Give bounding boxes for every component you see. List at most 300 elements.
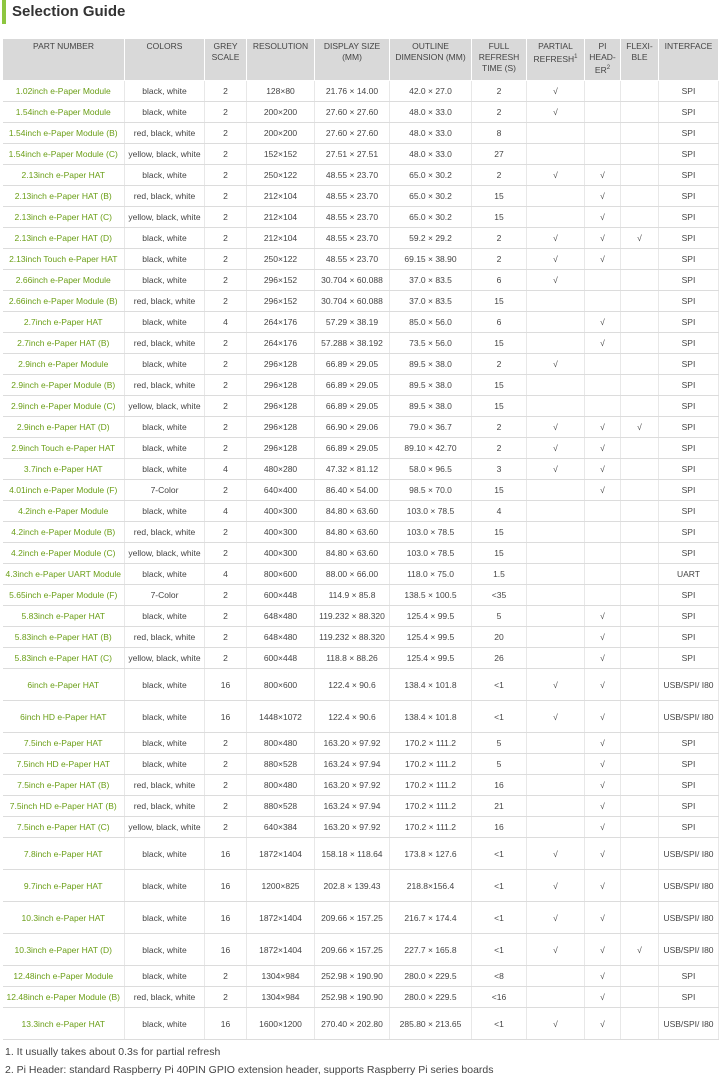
cell-res: 400×300	[247, 501, 315, 522]
cell-refresh: 15	[472, 480, 527, 501]
cell-partial-check	[527, 186, 585, 207]
part-number-link[interactable]: 2.9inch Touch e-Paper HAT	[3, 438, 125, 459]
cell-refresh: 8	[472, 123, 527, 144]
cell-flex-check	[621, 81, 659, 102]
cell-interface: SPI	[659, 733, 719, 754]
cell-colors: black, white	[125, 102, 205, 123]
cell-res: 212×104	[247, 207, 315, 228]
cell-colors: red, black, white	[125, 291, 205, 312]
cell-outline: 65.0 × 30.2	[390, 186, 472, 207]
cell-partial-check: √	[527, 902, 585, 934]
cell-partial-check	[527, 775, 585, 796]
part-number-link[interactable]: 12.48inch e-Paper Module	[3, 966, 125, 987]
cell-grey: 2	[205, 396, 247, 417]
table-row	[3, 81, 719, 102]
cell-disp: 84.80 × 63.60	[315, 543, 390, 564]
table-row	[3, 522, 719, 543]
cell-partial-check	[527, 966, 585, 987]
cell-partial-check: √	[527, 102, 585, 123]
cell-disp: 84.80 × 63.60	[315, 522, 390, 543]
cell-res: 212×104	[247, 228, 315, 249]
cell-res: 1200×825	[247, 870, 315, 902]
cell-interface: SPI	[659, 81, 719, 102]
cell-flex-check	[621, 701, 659, 733]
part-number-link[interactable]: 2.9inch e-Paper Module (C)	[3, 396, 125, 417]
part-number-link[interactable]: 5.83inch e-Paper HAT (C)	[3, 648, 125, 669]
cell-res: 640×400	[247, 480, 315, 501]
cell-partial-check: √	[527, 249, 585, 270]
cell-colors: black, white	[125, 701, 205, 733]
cell-flex-check	[621, 207, 659, 228]
cell-res: 296×128	[247, 354, 315, 375]
table-row	[3, 701, 719, 733]
cell-interface: USB/SPI/ I80	[659, 902, 719, 934]
cell-outline: 138.4 × 101.8	[390, 701, 472, 733]
part-number-link[interactable]: 13.3inch e-Paper HAT	[3, 1008, 125, 1040]
cell-grey: 2	[205, 81, 247, 102]
cell-outline: 42.0 × 27.0	[390, 81, 472, 102]
cell-outline: 170.2 × 111.2	[390, 733, 472, 754]
cell-res: 1872×1404	[247, 934, 315, 966]
cell-colors: black, white	[125, 838, 205, 870]
cell-partial-check	[527, 733, 585, 754]
cell-partial-check: √	[527, 417, 585, 438]
part-number-link[interactable]: 2.13inch e-Paper HAT	[3, 165, 125, 186]
part-number-link[interactable]: 2.9inch e-Paper HAT (D)	[3, 417, 125, 438]
part-number-link[interactable]: 6inch e-Paper HAT	[3, 669, 125, 701]
cell-interface: SPI	[659, 333, 719, 354]
cell-flex-check	[621, 270, 659, 291]
cell-disp: 48.55 × 23.70	[315, 249, 390, 270]
cell-res: 1872×1404	[247, 902, 315, 934]
cell-pi-check	[585, 501, 621, 522]
table-row	[3, 459, 719, 480]
cell-grey: 2	[205, 270, 247, 291]
cell-flex-check	[621, 522, 659, 543]
cell-refresh: 16	[472, 775, 527, 796]
cell-res: 296×128	[247, 438, 315, 459]
table-row	[3, 564, 719, 585]
cell-disp: 163.24 × 97.94	[315, 796, 390, 817]
cell-flex-check	[621, 775, 659, 796]
cell-partial-check	[527, 627, 585, 648]
cell-colors: black, white	[125, 81, 205, 102]
cell-partial-check	[527, 375, 585, 396]
table-row	[3, 648, 719, 669]
cell-res: 250×122	[247, 249, 315, 270]
cell-grey: 16	[205, 1008, 247, 1040]
cell-interface: UART	[659, 564, 719, 585]
cell-interface: SPI	[659, 987, 719, 1008]
part-number-link[interactable]: 1.54inch e-Paper Module	[3, 102, 125, 123]
table-row	[3, 902, 719, 934]
cell-disp: 30.704 × 60.088	[315, 291, 390, 312]
cell-flex-check	[621, 627, 659, 648]
cell-grey: 2	[205, 648, 247, 669]
cell-colors: red, black, white	[125, 775, 205, 796]
cell-flex-check	[621, 459, 659, 480]
cell-pi-check: √	[585, 438, 621, 459]
cell-flex-check: √	[621, 417, 659, 438]
part-number-link[interactable]: 7.5inch HD e-Paper HAT (B)	[3, 796, 125, 817]
part-number-link[interactable]: 2.9inch e-Paper Module	[3, 354, 125, 375]
part-number-link[interactable]: 7.5inch HD e-Paper HAT	[3, 754, 125, 775]
cell-grey: 2	[205, 775, 247, 796]
cell-refresh: 15	[472, 396, 527, 417]
cell-disp: 48.55 × 23.70	[315, 228, 390, 249]
cell-colors: black, white	[125, 165, 205, 186]
cell-outline: 48.0 × 33.0	[390, 144, 472, 165]
cell-interface: SPI	[659, 417, 719, 438]
cell-colors: black, white	[125, 501, 205, 522]
part-number-link[interactable]: 2.7inch e-Paper HAT (B)	[3, 333, 125, 354]
cell-pi-check: √	[585, 701, 621, 733]
column-header: INTERFACE	[659, 39, 719, 81]
cell-disp: 27.51 × 27.51	[315, 144, 390, 165]
cell-flex-check	[621, 144, 659, 165]
cell-disp: 209.66 × 157.25	[315, 934, 390, 966]
cell-flex-check	[621, 480, 659, 501]
cell-partial-check	[527, 606, 585, 627]
cell-flex-check	[621, 987, 659, 1008]
cell-outline: 173.8 × 127.6	[390, 838, 472, 870]
cell-refresh: <1	[472, 870, 527, 902]
table-row	[3, 501, 719, 522]
cell-disp: 119.232 × 88.320	[315, 606, 390, 627]
cell-refresh: 1.5	[472, 564, 527, 585]
cell-outline: 73.5 × 56.0	[390, 333, 472, 354]
cell-colors: black, white	[125, 459, 205, 480]
cell-refresh: 2	[472, 354, 527, 375]
cell-refresh: 15	[472, 291, 527, 312]
cell-refresh: <1	[472, 934, 527, 966]
cell-partial-check: √	[527, 270, 585, 291]
cell-res: 400×300	[247, 543, 315, 564]
part-number-link[interactable]: 4.2inch e-Paper Module	[3, 501, 125, 522]
cell-refresh: 3	[472, 459, 527, 480]
cell-outline: 59.2 × 29.2	[390, 228, 472, 249]
cell-res: 1448×1072	[247, 701, 315, 733]
cell-refresh: <1	[472, 669, 527, 701]
cell-colors: yellow, black, white	[125, 207, 205, 228]
cell-res: 296×152	[247, 291, 315, 312]
cell-flex-check	[621, 966, 659, 987]
cell-partial-check	[527, 333, 585, 354]
cell-partial-check: √	[527, 354, 585, 375]
cell-pi-check: √	[585, 966, 621, 987]
footnote-2: 2. Pi Header: standard Raspberry Pi 40PIN GPIO extension header, supports Raspberry Pi series boards	[5, 1064, 494, 1076]
cell-flex-check	[621, 102, 659, 123]
column-header: PI HEAD-$ER^2$	[585, 39, 621, 81]
cell-interface: SPI	[659, 543, 719, 564]
cell-colors: yellow, black, white	[125, 648, 205, 669]
cell-interface: SPI	[659, 966, 719, 987]
cell-refresh: 6	[472, 270, 527, 291]
cell-grey: 2	[205, 228, 247, 249]
cell-disp: 252.98 × 190.90	[315, 966, 390, 987]
cell-grey: 2	[205, 102, 247, 123]
cell-refresh: 2	[472, 438, 527, 459]
part-number-link[interactable]: 2.13inch e-Paper HAT (C)	[3, 207, 125, 228]
cell-colors: red, black, white	[125, 627, 205, 648]
cell-outline: 98.5 × 70.0	[390, 480, 472, 501]
part-number-link[interactable]: 2.13inch e-Paper HAT (B)	[3, 186, 125, 207]
cell-colors: 7-Color	[125, 585, 205, 606]
cell-grey: 2	[205, 733, 247, 754]
cell-grey: 2	[205, 375, 247, 396]
part-number-link[interactable]: 3.7inch e-Paper HAT	[3, 459, 125, 480]
cell-outline: 218.8×156.4	[390, 870, 472, 902]
cell-partial-check: √	[527, 934, 585, 966]
cell-grey: 16	[205, 870, 247, 902]
cell-flex-check	[621, 733, 659, 754]
cell-disp: 114.9 × 85.8	[315, 585, 390, 606]
cell-refresh: 26	[472, 648, 527, 669]
part-number-link[interactable]: 7.8inch e-Paper HAT	[3, 838, 125, 870]
cell-disp: 158.18 × 118.64	[315, 838, 390, 870]
cell-interface: USB/SPI/ I80	[659, 838, 719, 870]
cell-colors: red, black, white	[125, 186, 205, 207]
cell-disp: 119.232 × 88.320	[315, 627, 390, 648]
cell-interface: USB/SPI/ I80	[659, 1008, 719, 1040]
cell-grey: 2	[205, 627, 247, 648]
cell-interface: SPI	[659, 291, 719, 312]
cell-outline: 216.7 × 174.4	[390, 902, 472, 934]
part-number-link[interactable]: 4.2inch e-Paper Module (C)	[3, 543, 125, 564]
cell-grey: 2	[205, 186, 247, 207]
cell-interface: SPI	[659, 459, 719, 480]
cell-partial-check	[527, 564, 585, 585]
cell-interface: SPI	[659, 375, 719, 396]
cell-disp: 202.8 × 139.43	[315, 870, 390, 902]
cell-disp: 122.4 × 90.6	[315, 701, 390, 733]
cell-outline: 138.5 × 100.5	[390, 585, 472, 606]
cell-pi-check: √	[585, 207, 621, 228]
cell-res: 296×128	[247, 375, 315, 396]
cell-flex-check	[621, 870, 659, 902]
cell-colors: black, white	[125, 564, 205, 585]
cell-refresh: <35	[472, 585, 527, 606]
part-number-link[interactable]: 1.54inch e-Paper Module (B)	[3, 123, 125, 144]
cell-partial-check	[527, 648, 585, 669]
cell-disp: 66.89 × 29.05	[315, 438, 390, 459]
part-number-link[interactable]: 2.13inch Touch e-Paper HAT	[3, 249, 125, 270]
cell-res: 264×176	[247, 312, 315, 333]
cell-partial-check	[527, 396, 585, 417]
cell-disp: 48.55 × 23.70	[315, 207, 390, 228]
cell-grey: 4	[205, 459, 247, 480]
cell-disp: 30.704 × 60.088	[315, 270, 390, 291]
cell-colors: red, black, white	[125, 123, 205, 144]
cell-pi-check	[585, 543, 621, 564]
part-number-link[interactable]: 5.65inch e-Paper Module (F)	[3, 585, 125, 606]
cell-res: 800×600	[247, 564, 315, 585]
part-number-link[interactable]: 2.66inch e-Paper Module (B)	[3, 291, 125, 312]
cell-refresh: 15	[472, 186, 527, 207]
part-number-link[interactable]: 5.83inch e-Paper HAT (B)	[3, 627, 125, 648]
cell-res: 600×448	[247, 648, 315, 669]
part-number-link[interactable]: 6inch HD e-Paper HAT	[3, 701, 125, 733]
cell-pi-check: √	[585, 934, 621, 966]
cell-pi-check: √	[585, 312, 621, 333]
cell-res: 400×300	[247, 522, 315, 543]
table-row	[3, 627, 719, 648]
part-number-link[interactable]: 4.01inch e-Paper Module (F)	[3, 480, 125, 501]
cell-disp: 163.20 × 97.92	[315, 817, 390, 838]
cell-partial-check	[527, 543, 585, 564]
cell-pi-check: √	[585, 627, 621, 648]
cell-pi-check: √	[585, 870, 621, 902]
cell-pi-check	[585, 564, 621, 585]
cell-pi-check: √	[585, 1008, 621, 1040]
table-row	[3, 585, 719, 606]
part-number-link[interactable]: 12.48inch e-Paper Module (B)	[3, 987, 125, 1008]
table-row	[3, 249, 719, 270]
cell-partial-check: √	[527, 165, 585, 186]
cell-colors: black, white	[125, 249, 205, 270]
cell-colors: black, white	[125, 870, 205, 902]
part-number-link[interactable]: 5.83inch e-Paper HAT	[3, 606, 125, 627]
cell-partial-check	[527, 796, 585, 817]
cell-refresh: <8	[472, 966, 527, 987]
cell-interface: SPI	[659, 228, 719, 249]
part-number-link[interactable]: 2.66inch e-Paper Module	[3, 270, 125, 291]
table-row	[3, 312, 719, 333]
table-row	[3, 934, 719, 966]
cell-disp: 86.40 × 54.00	[315, 480, 390, 501]
cell-res: 296×128	[247, 396, 315, 417]
cell-refresh: 2	[472, 249, 527, 270]
cell-res: 296×152	[247, 270, 315, 291]
cell-flex-check	[621, 1008, 659, 1040]
cell-grey: 2	[205, 333, 247, 354]
cell-grey: 2	[205, 354, 247, 375]
cell-interface: SPI	[659, 354, 719, 375]
cell-refresh: 2	[472, 417, 527, 438]
cell-colors: black, white	[125, 902, 205, 934]
part-number-link[interactable]: 7.5inch e-Paper HAT	[3, 733, 125, 754]
cell-disp: 21.76 × 14.00	[315, 81, 390, 102]
cell-interface: SPI	[659, 207, 719, 228]
cell-disp: 88.00 × 66.00	[315, 564, 390, 585]
cell-refresh: <1	[472, 1008, 527, 1040]
cell-interface: SPI	[659, 585, 719, 606]
table-row	[3, 1008, 719, 1040]
cell-res: 480×280	[247, 459, 315, 480]
table-row	[3, 817, 719, 838]
cell-partial-check	[527, 501, 585, 522]
cell-flex-check	[621, 669, 659, 701]
cell-colors: yellow, black, white	[125, 396, 205, 417]
cell-pi-check	[585, 270, 621, 291]
cell-refresh: 5	[472, 606, 527, 627]
cell-partial-check: √	[527, 1008, 585, 1040]
cell-res: 296×128	[247, 417, 315, 438]
cell-pi-check: √	[585, 648, 621, 669]
part-number-link[interactable]: 7.5inch e-Paper HAT (B)	[3, 775, 125, 796]
table-row	[3, 775, 719, 796]
table-row	[3, 870, 719, 902]
table-row	[3, 966, 719, 987]
cell-outline: 48.0 × 33.0	[390, 123, 472, 144]
cell-grey: 4	[205, 501, 247, 522]
cell-refresh: 2	[472, 81, 527, 102]
cell-grey: 16	[205, 669, 247, 701]
cell-grey: 2	[205, 585, 247, 606]
part-number-link[interactable]: 1.54inch e-Paper Module (C)	[3, 144, 125, 165]
part-number-link[interactable]: 2.13inch e-Paper HAT (D)	[3, 228, 125, 249]
cell-disp: 163.20 × 97.92	[315, 733, 390, 754]
part-number-link[interactable]: 10.3inch e-Paper HAT (D)	[3, 934, 125, 966]
cell-disp: 48.55 × 23.70	[315, 186, 390, 207]
part-number-link[interactable]: 2.9inch e-Paper Module (B)	[3, 375, 125, 396]
cell-refresh: 2	[472, 102, 527, 123]
column-header: OUTLINE DIMENSION (MM)	[390, 39, 472, 81]
cell-colors: black, white	[125, 733, 205, 754]
cell-res: 152×152	[247, 144, 315, 165]
cell-disp: 122.4 × 90.6	[315, 669, 390, 701]
cell-grey: 16	[205, 902, 247, 934]
cell-colors: yellow, black, white	[125, 543, 205, 564]
cell-colors: black, white	[125, 669, 205, 701]
cell-interface: SPI	[659, 775, 719, 796]
table-row	[3, 123, 719, 144]
part-number-link[interactable]: 4.3inch e-Paper UART Module	[3, 564, 125, 585]
part-number-link[interactable]: 10.3inch e-Paper HAT	[3, 902, 125, 934]
cell-interface: SPI	[659, 754, 719, 775]
cell-partial-check: √	[527, 669, 585, 701]
cell-grey: 2	[205, 249, 247, 270]
cell-interface: USB/SPI/ I80	[659, 701, 719, 733]
cell-outline: 280.0 × 229.5	[390, 987, 472, 1008]
cell-pi-check: √	[585, 417, 621, 438]
cell-refresh: <1	[472, 902, 527, 934]
cell-pi-check	[585, 81, 621, 102]
cell-outline: 138.4 × 101.8	[390, 669, 472, 701]
cell-refresh: <1	[472, 838, 527, 870]
cell-res: 212×104	[247, 186, 315, 207]
cell-colors: black, white	[125, 934, 205, 966]
cell-pi-check	[585, 102, 621, 123]
cell-outline: 125.4 × 99.5	[390, 648, 472, 669]
cell-refresh: 5	[472, 733, 527, 754]
part-number-link[interactable]: 2.7inch e-Paper HAT	[3, 312, 125, 333]
cell-pi-check	[585, 375, 621, 396]
cell-partial-check	[527, 480, 585, 501]
cell-interface: USB/SPI/ I80	[659, 669, 719, 701]
table-row	[3, 987, 719, 1008]
table-row	[3, 165, 719, 186]
part-number-link[interactable]: 9.7inch e-Paper HAT	[3, 870, 125, 902]
cell-flex-check	[621, 375, 659, 396]
cell-pi-check: √	[585, 333, 621, 354]
cell-interface: SPI	[659, 123, 719, 144]
cell-disp: 27.60 × 27.60	[315, 123, 390, 144]
cell-colors: red, black, white	[125, 522, 205, 543]
cell-outline: 89.10 × 42.70	[390, 438, 472, 459]
cell-grey: 2	[205, 291, 247, 312]
part-number-link[interactable]: 1.02inch e-Paper Module	[3, 81, 125, 102]
part-number-link[interactable]: 4.2inch e-Paper Module (B)	[3, 522, 125, 543]
cell-pi-check: √	[585, 733, 621, 754]
column-header: COLORS	[125, 39, 205, 81]
cell-grey: 2	[205, 796, 247, 817]
part-number-link[interactable]: 7.5inch e-Paper HAT (C)	[3, 817, 125, 838]
cell-outline: 37.0 × 83.5	[390, 291, 472, 312]
cell-outline: 89.5 × 38.0	[390, 396, 472, 417]
cell-res: 128×80	[247, 81, 315, 102]
table-row	[3, 838, 719, 870]
